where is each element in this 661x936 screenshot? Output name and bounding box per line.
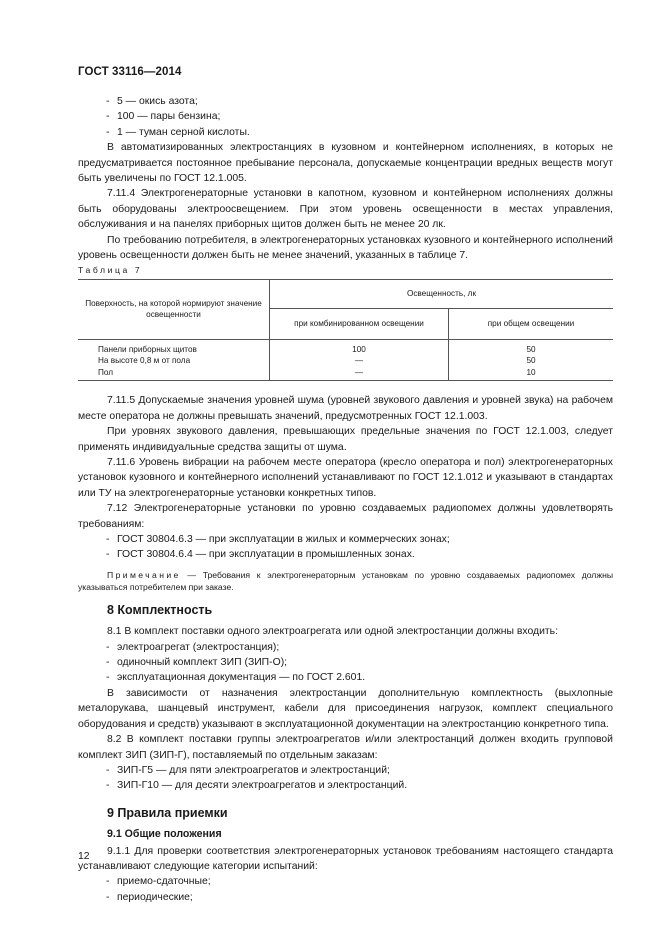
list-item: - 1 — туман серной кислоты.	[78, 125, 613, 140]
paragraph-7-12: 7.12 Электрогенераторные установки по уровню создаваемых радиопомех должны удовлетворять требованиям:	[78, 503, 613, 530]
section-9-heading: 9 Правила приемки	[107, 805, 228, 820]
list-item: - приемо-сдаточные;	[78, 874, 613, 889]
paragraph-request: По требованию потребителя, в электрогенераторных установках кузовного и контейнерного исполнений уровень освещенности должен быть не менее значений, указанных в таблице 7.	[78, 234, 613, 262]
note	[78, 569, 613, 594]
table-row: Пол — 10	[78, 367, 613, 381]
section-8-heading: 8 Комплектность	[107, 602, 213, 617]
paragraph-noise: При уровнях звукового давления, превышающих предельные значения по ГОСТ 12.1.003, следует применять индивидуальные средства защиты от шума.	[78, 426, 613, 453]
paragraph-purpose: В зависимости от назначения электростанции дополнительную комплектность (выхлопные металорукава, шанцевый инструмент, кабели для присоединения нагрузок, комплект специального оборудования и средств) указывают в эксплуатационной документации на электростанцию конкретного типа.	[78, 687, 613, 730]
list-item: - 100 — пары бензина;	[78, 109, 613, 124]
subsection-9-1-heading: 9.1 Общие положения	[107, 828, 222, 841]
page-header-title: ГОСТ 33116—2014	[78, 66, 182, 78]
note-label: Примечание	[107, 569, 181, 580]
list-item: - ГОСТ 30804.6.3 — при эксплуатации в жилых и коммерческих зонах;	[78, 532, 613, 547]
list-item: - 5 — окись азота;	[78, 94, 613, 109]
paragraph-8-2: 8.2 В комплект поставки группы электроагрегатов и/или электростанций должен входить групповой комплект ЗИП (ЗИП-Г), поставляемый по отдельным заказам:	[78, 734, 613, 761]
table-header-illumination: Освещенность, лк	[270, 279, 614, 308]
paragraph-7-11-4: 7.11.4 Электрогенераторные установки в капотном, кузовном и контейнерном исполнениях должны быть оборудованы электроосвещением. При этом уровень освещенности в местах управления, обслуживания и на панелях приборных щитов должен быть не менее 20 лк.	[78, 188, 613, 231]
list-item: - ЗИП-Г5 — для пяти электроагрегатов и электростанций;	[78, 763, 613, 778]
illumination-table	[78, 279, 613, 382]
table-header-combined: при комбинированном освещении	[270, 308, 449, 339]
paragraph-7-11-5: 7.11.5 Допускаемые значения уровней шума (уровней звукового давления и уровней звука) на рабочем месте оператора не должны превышать значений, предусмотренных ГОСТ 12.1.003.	[78, 395, 613, 422]
list-item: - ГОСТ 30804.6.4 — при эксплуатации в промышленных зонах.	[78, 547, 613, 562]
list-item: - эксплуатационная документация — по ГОСТ 2.601.	[78, 670, 613, 685]
paragraph-automated: В автоматизированных электростанциях в кузовном и контейнерном исполнениях, в которых не предусматривается постоянное пребывание персонала, допускаемые концентрации вредных веществ могут быть увеличены по ГОСТ 12.1.005.	[78, 142, 613, 185]
table-row: На высоте 0,8 м от пола — 50	[78, 355, 613, 367]
paragraph-9-1-1: 9.1.1 Для проверки соответствия электрогенераторных установок требованиям настоящего стандарта устанавливают следующие категории испытаний:	[78, 845, 613, 872]
list-item: - электроагрегат (электростанция);	[78, 640, 613, 655]
table-row: Панели приборных щитов 100 50	[78, 339, 613, 355]
table-caption: Таблица 7	[78, 265, 143, 276]
paragraph-8-1: 8.1 В комплект поставки одного электроагрегата или одной электростанции должны входить:	[107, 626, 558, 638]
table-header-general: при общем освещении	[449, 308, 614, 339]
table-header-surface: Поверхность, на которой нормируют значение освещенности	[78, 279, 270, 339]
page-number: 12	[78, 851, 90, 862]
list-item: - одиночный комплект ЗИП (ЗИП-О);	[78, 655, 613, 670]
list-item: - периодические;	[78, 890, 613, 905]
paragraph-7-11-6: 7.11.6 Уровень вибрации на рабочем месте оператора (кресло оператора и пол) электрогенераторных установок кузовного и контейнерного исполнений устанавливают по ГОСТ 12.1.012 и указывают в стандартах или ТУ на электрогенераторные установки конкретных типов.	[78, 457, 613, 499]
list-item: - ЗИП-Г10 — для десяти электроагрегатов и электростанций.	[78, 778, 613, 793]
page-content	[78, 94, 613, 905]
note-text: — Требования к электрогенераторным установкам по уровню создаваемых радиопомех должны указываться потребителем при заказе.	[78, 569, 613, 593]
